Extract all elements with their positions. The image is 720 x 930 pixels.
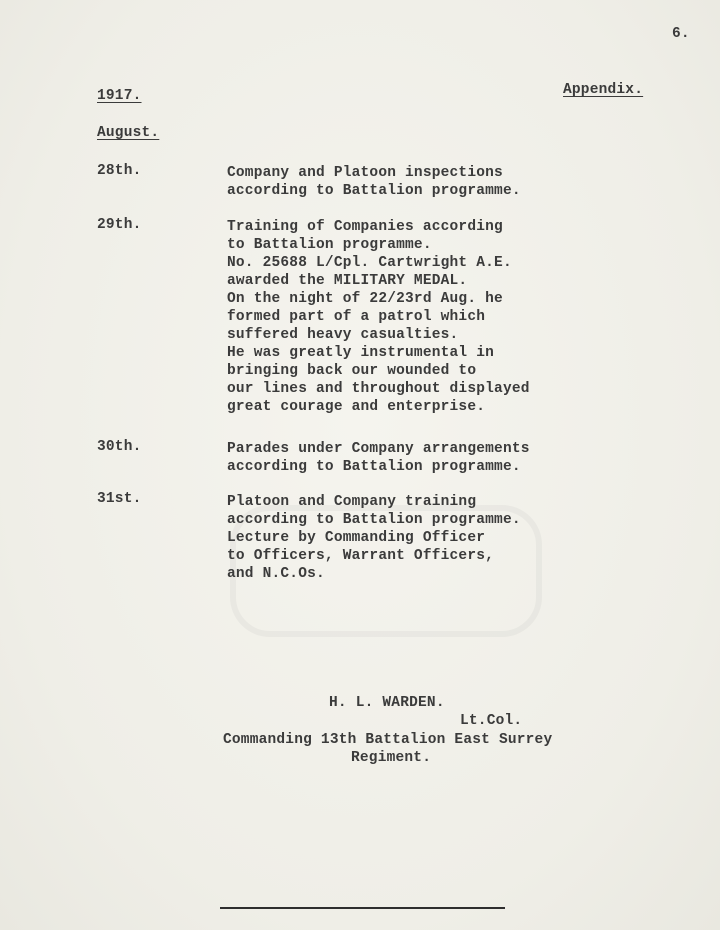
entry-line: our lines and throughout displayed xyxy=(227,381,530,397)
entry-date: 30th. xyxy=(97,439,142,455)
bottom-rule xyxy=(220,907,505,909)
entry-line: Lecture by Commanding Officer xyxy=(227,530,486,546)
entry-line: formed part of a patrol which xyxy=(227,309,486,325)
signature-name: H. L. WARDEN. xyxy=(329,695,445,711)
entry-line: Platoon and Company training xyxy=(227,494,477,510)
entry-line: bringing back our wounded to xyxy=(227,363,477,379)
entry-line: suffered heavy casualties. xyxy=(227,327,459,343)
entry-line: and N.C.Os. xyxy=(227,566,325,582)
entry-date: 29th. xyxy=(97,217,142,233)
month-heading: August. xyxy=(97,125,160,141)
entry-line: No. 25688 L/Cpl. Cartwright A.E. xyxy=(227,255,512,271)
entry-line: Training of Companies according xyxy=(227,219,503,235)
bleed-through-mark xyxy=(230,505,542,637)
entry-line: to Battalion programme. xyxy=(227,237,432,253)
page-number: 6. xyxy=(672,26,690,42)
signature-command: Commanding 13th Battalion East Surrey xyxy=(223,732,553,748)
entry-line: according to Battalion programme. xyxy=(227,183,521,199)
entry-line: Parades under Company arrangements xyxy=(227,441,530,457)
signature-rank: Lt.Col. xyxy=(460,713,523,729)
entry-body xyxy=(227,218,530,416)
entry-body xyxy=(227,440,530,476)
year-heading: 1917. xyxy=(97,88,142,104)
entry-date: 28th. xyxy=(97,163,142,179)
appendix-heading: Appendix. xyxy=(563,82,644,98)
entry-line: great courage and enterprise. xyxy=(227,399,486,415)
entry-line: He was greatly instrumental in xyxy=(227,345,495,361)
entry-line: awarded the MILITARY MEDAL. xyxy=(227,273,468,289)
entry-line: according to Battalion programme. xyxy=(227,512,521,528)
entry-line: according to Battalion programme. xyxy=(227,459,521,475)
entry-line: Company and Platoon inspections xyxy=(227,165,503,181)
entry-date: 31st. xyxy=(97,491,142,507)
signature-regiment: Regiment. xyxy=(351,750,432,766)
entry-line: to Officers, Warrant Officers, xyxy=(227,548,495,564)
entry-line: On the night of 22/23rd Aug. he xyxy=(227,291,503,307)
entry-body xyxy=(227,164,521,200)
